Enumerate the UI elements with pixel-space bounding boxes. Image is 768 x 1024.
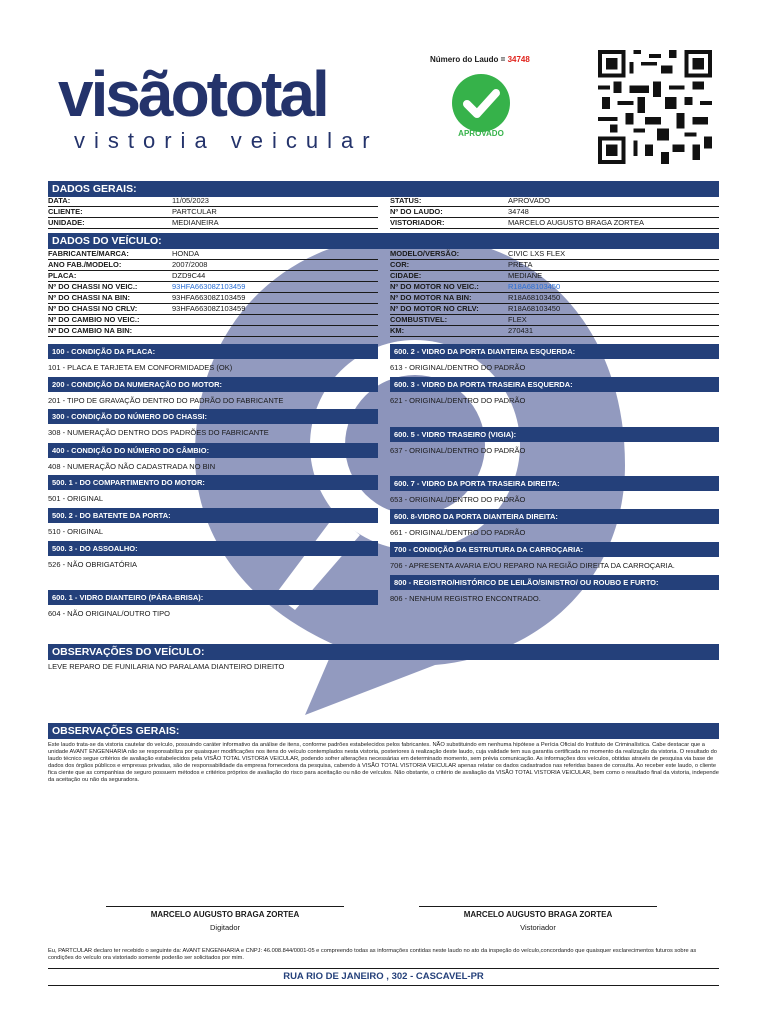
inspection-left-section-title: 500. 2 - DO BATENTE DA PORTA: (48, 508, 378, 523)
inspection-left-section-item: 526 - NÃO OBRIGATÓRIA (48, 560, 138, 569)
dados-gerais-right-row (390, 196, 719, 206)
dados-veiculo-right-label: MODELO/VERSÃO: (390, 249, 460, 258)
observacoes-gerais-text: Este laudo trata-se da vistoria cautelar do veículo, possuindo caráter informativo da análise de itens, conforme padrões estabelecidos pelos fabricantes. NÃO substituindo em nenhuma hipótese a Perícia Oficial do Instituto de Criminalística. Cabe destacar que a unidade AVANT ENGENHARIA não se responsabiliza por quaisquer modificações nos itens do veículo contemplados nesta vistoria, posteriores à realização deste laudo, cuja validade tem sua garantia certificada no momento da realização da vistoria. O resultado do laudo técnico segue critérios de avaliação estabelecidos pela VISÃO TOTAL VISTORIA VEICULAR, podendo sofrer alterações necessárias em determinado momento, sem prévia comunicação. As informações dos veículos, obtidas através de pesquisa via base de dados dos órgãos públicos e empresas privadas, são de responsabilidade da empresa fornecedora da pesquisa, cabendo à VISÃO TOTAL VISTORIA VEICULAR apenas relatar os dados cadastrados nas referidas bases de consulta. Ao receber este laudo, o cliente fica ciente que as companhias de seguro possuem métodos e critérios próprios de avaliação do risco para aceitação ou não de veículos. Não obstante, o critério de avaliação da VISÃO TOTAL VISTORIA VEICULAR, bem como o resultado final da vistoria, independe da aceitação ou não da seguradora. (48, 742, 719, 783)
dados-veiculo-left-value: 2007/2008 (172, 260, 208, 269)
dados-gerais-right-rule (390, 228, 719, 229)
brand-tagline: vistoria veicular (74, 128, 379, 153)
dados-veiculo-left-label: Nº DO CAMBIO NA BIN: (48, 326, 133, 335)
dados-gerais-right-value: 34748 (508, 207, 529, 216)
dados-veiculo-left-label: PLACA: (48, 271, 77, 280)
dados-veiculo-left-row (48, 326, 378, 336)
inspection-left-section-title: 500. 1 - DO COMPARTIMENTO DO MOTOR: (48, 475, 378, 490)
dados-veiculo-right-row (390, 293, 719, 303)
inspection-right-section-title: 700 - CONDIÇÃO DA ESTRUTURA DA CARROÇARIA: (390, 542, 719, 557)
dados-veiculo-left-label: ANO FAB./MODELO: (48, 260, 122, 269)
dados-veiculo-left-value: HONDA (172, 249, 200, 258)
dados-gerais-right-row (390, 207, 719, 217)
inspection-left-section-item: 604 - NÃO ORIGINAL/OUTRO TIPO (48, 609, 170, 618)
inspection-left-section-title: 300 - CONDIÇÃO DO NÚMERO DO CHASSI: (48, 409, 378, 424)
laudo-number-label: Número do Laudo = (430, 55, 508, 64)
laudo-number (430, 55, 530, 64)
signature-name-digitador: MARCELO AUGUSTO BRAGA ZORTEA (150, 910, 300, 919)
dados-veiculo-left-value: 93HFA66308Z103459 (172, 282, 246, 291)
signature-role-vistoriador: Vistoriador (520, 923, 556, 932)
section-observacoes-veiculo: OBSERVAÇÕES DO VEÍCULO: (48, 644, 719, 660)
dados-veiculo-right-row (390, 271, 719, 281)
section-dados-veiculo: DADOS DO VEÍCULO: (48, 233, 719, 249)
section-observacoes-gerais: OBSERVAÇÕES GERAIS: (48, 723, 719, 739)
dados-veiculo-left-row (48, 315, 378, 325)
inspection-right-section-item: 806 - NENHUM REGISTRO ENCONTRADO. (390, 594, 541, 603)
dados-veiculo-left-rule (48, 336, 378, 337)
approved-label: APROVADO (458, 129, 504, 138)
dados-veiculo-left-row (48, 282, 378, 292)
dados-veiculo-left-label: FABRICANTE/MARCA: (48, 249, 129, 258)
dados-veiculo-left-value: DZD9C44 (172, 271, 206, 280)
dados-gerais-left-rule (48, 228, 378, 229)
dados-veiculo-right-rule (390, 336, 719, 337)
inspection-left-section-item: 101 - PLACA E TARJETA EM CONFORMIDADES (OK) (48, 363, 233, 372)
dados-veiculo-left-value: 93HFA66308Z103459 (172, 293, 246, 302)
dados-veiculo-left-row (48, 293, 378, 303)
inspection-right-section-item: 653 - ORIGINAL/DENTRO DO PADRÃO (390, 495, 526, 504)
inspection-left-section-title: 100 - CONDIÇÃO DA PLACA: (48, 344, 378, 359)
section-dados-gerais: DADOS GERAIS: (48, 181, 719, 197)
dados-gerais-right-label: Nº DO LAUDO: (390, 207, 443, 216)
inspection-right-section-title: 800 - REGISTRO/HISTÓRICO DE LEILÃO/SINISTRO/ OU ROUBO E FURTO: (390, 575, 719, 590)
inspection-right-section-title: 600. 3 - VIDRO DA PORTA TRASEIRA ESQUERDA: (390, 377, 719, 392)
inspection-right-section-item: 706 - APRESENTA AVARIA E/OU REPARO NA REGIÃO DIREITA DA CARROÇARIA. (390, 561, 675, 570)
declaration-text: Eu, PARTCULAR declaro ter recebido o seguinte da: AVANT ENGENHARIA e CNPJ: 46.008.844/0001-05 e compreendo todas as informações contidas neste laudo no ato da inspeção do veículo,concordando que quaisquer esclarecimentos futuros sobre as condições do veículo ora vistoriado somente poderão ser solicitados por mim. (48, 948, 697, 961)
inspection-right-section-item: 661 - ORIGINAL/DENTRO DO PADRÃO (390, 528, 526, 537)
dados-veiculo-right-value: 270431 (508, 326, 534, 335)
signature-line-vistoriador (419, 906, 657, 907)
inspection-right-section-title: 600. 2 - VIDRO DA PORTA DIANTEIRA ESQUERDA: (390, 344, 719, 359)
dados-gerais-left-value: 11/05/2023 (172, 196, 209, 205)
dados-gerais-left-row (48, 196, 378, 206)
dados-veiculo-right-row (390, 260, 719, 270)
brand-logo: visãototal (58, 58, 327, 130)
observacoes-veiculo-text: LEVE REPARO DE FUNILARIA NO PARALAMA DIANTEIRO DIREITO (48, 662, 285, 671)
dados-gerais-right-label: STATUS: (390, 196, 422, 205)
dados-veiculo-right-label: COR: (390, 260, 410, 269)
dados-veiculo-left-value: 93HFA66308Z103459 (172, 304, 246, 313)
inspection-left-section-title: 600. 1 - VIDRO DIANTEIRO (PÁRA-BRISA): (48, 590, 378, 605)
dados-veiculo-left-row (48, 260, 378, 270)
dados-veiculo-right-label: Nº DO MOTOR NA BIN: (390, 293, 472, 302)
inspection-left-section-item: 408 - NUMERAÇÃO NÃO CADASTRADA NO BIN (48, 462, 216, 471)
dados-gerais-right-row (390, 218, 719, 228)
dados-veiculo-left-label: Nº DO CHASSI NO VEIC.: (48, 282, 138, 291)
dados-gerais-left-row (48, 207, 378, 217)
signature-role-digitador: Digitador (209, 923, 240, 932)
qr-code-icon (598, 50, 712, 164)
dados-veiculo-right-value: FLEX (508, 315, 527, 324)
dados-veiculo-right-row (390, 315, 719, 325)
dados-veiculo-right-row (390, 282, 719, 292)
dados-veiculo-right-row (390, 326, 719, 336)
dados-gerais-left-label: DATA: (48, 196, 71, 205)
dados-gerais-left-value: PARTCULAR (172, 207, 217, 216)
inspection-left-section-item: 308 - NUMERAÇÃO DENTRO DOS PADRÕES DO FABRICANTE (48, 428, 269, 437)
dados-veiculo-left-row (48, 304, 378, 314)
dados-veiculo-left-label: Nº DO CHASSI NA BIN: (48, 293, 131, 302)
inspection-left-section-title: 200 - CONDIÇÃO DA NUMERAÇÃO DO MOTOR: (48, 377, 378, 392)
dados-veiculo-right-value: PRETA (508, 260, 533, 269)
inspection-left-section-item: 201 - TIPO DE GRAVAÇÃO DENTRO DO PADRÃO DO FABRICANTE (48, 396, 284, 405)
dados-gerais-right-value: APROVADO (508, 196, 550, 205)
footer-bottom-rule (48, 985, 719, 986)
dados-gerais-right-value: MARCELO AUGUSTO BRAGA ZORTEA (508, 218, 645, 227)
inspection-left-section-title: 500. 3 - DO ASSOALHO: (48, 541, 378, 556)
laudo-number-value: 34748 (507, 55, 530, 64)
inspection-right-section-title: 600. 7 - VIDRO DA PORTA TRASEIRA DIREITA: (390, 476, 719, 491)
dados-gerais-left-label: UNIDADE: (48, 218, 85, 227)
signature-line-digitador (106, 906, 344, 907)
dados-veiculo-left-label: Nº DO CAMBIO NO VEIC.: (48, 315, 140, 324)
dados-gerais-left-value: MEDIANEIRA (172, 218, 219, 227)
dados-gerais-right-label: VISTORIADOR: (390, 218, 445, 227)
inspection-right-section-item: 613 - ORIGINAL/DENTRO DO PADRÃO (390, 363, 526, 372)
dados-veiculo-right-label: Nº DO MOTOR NO VEIC.: (390, 282, 479, 291)
dados-veiculo-right-row (390, 304, 719, 314)
dados-veiculo-right-value: R18A68103450 (508, 304, 561, 313)
approved-check-icon (452, 74, 510, 132)
dados-gerais-left-label: CLIENTE: (48, 207, 83, 216)
dados-gerais-left-row (48, 218, 378, 228)
dados-veiculo-left-row (48, 271, 378, 281)
inspection-right-section-item: 621 - ORIGINAL/DENTRO DO PADRÃO (390, 396, 526, 405)
footer-address: RUA RIO DE JANEIRO , 302 - CASCAVEL-PR (283, 971, 484, 982)
dados-veiculo-right-value: R18A68103450 (508, 282, 561, 291)
inspection-left-section-item: 501 - ORIGINAL (48, 494, 104, 503)
dados-veiculo-right-label: COMBUSTIVEL: (390, 315, 448, 324)
dados-veiculo-right-label: CIDADE: (390, 271, 422, 280)
inspection-left-section-title: 400 - CONDIÇÃO DO NÚMERO DO CÂMBIO: (48, 443, 378, 458)
inspection-left-section-item: 510 - ORIGINAL (48, 527, 104, 536)
dados-veiculo-right-label: KM: (390, 326, 405, 335)
dados-veiculo-right-label: Nº DO MOTOR NO CRLV: (390, 304, 479, 313)
dados-veiculo-left-row (48, 249, 378, 259)
dados-veiculo-right-row (390, 249, 719, 259)
inspection-right-section-item: 637 - ORIGINAL/DENTRO DO PADRÃO (390, 446, 526, 455)
dados-veiculo-left-label: Nº DO CHASSI NO CRLV: (48, 304, 138, 313)
dados-veiculo-right-value: R18A68103450 (508, 293, 561, 302)
dados-veiculo-right-value: MEDIANE (508, 271, 543, 280)
inspection-right-section-title: 600. 8-VIDRO DA PORTA DIANTEIRA DIREITA: (390, 509, 719, 524)
footer-top-rule (48, 968, 719, 969)
inspection-right-section-title: 600. 5 - VIDRO TRASEIRO (VIGIA): (390, 427, 719, 442)
signature-name-vistoriador: MARCELO AUGUSTO BRAGA ZORTEA (463, 910, 613, 919)
dados-veiculo-right-value: CIVIC LXS FLEX (508, 249, 566, 258)
